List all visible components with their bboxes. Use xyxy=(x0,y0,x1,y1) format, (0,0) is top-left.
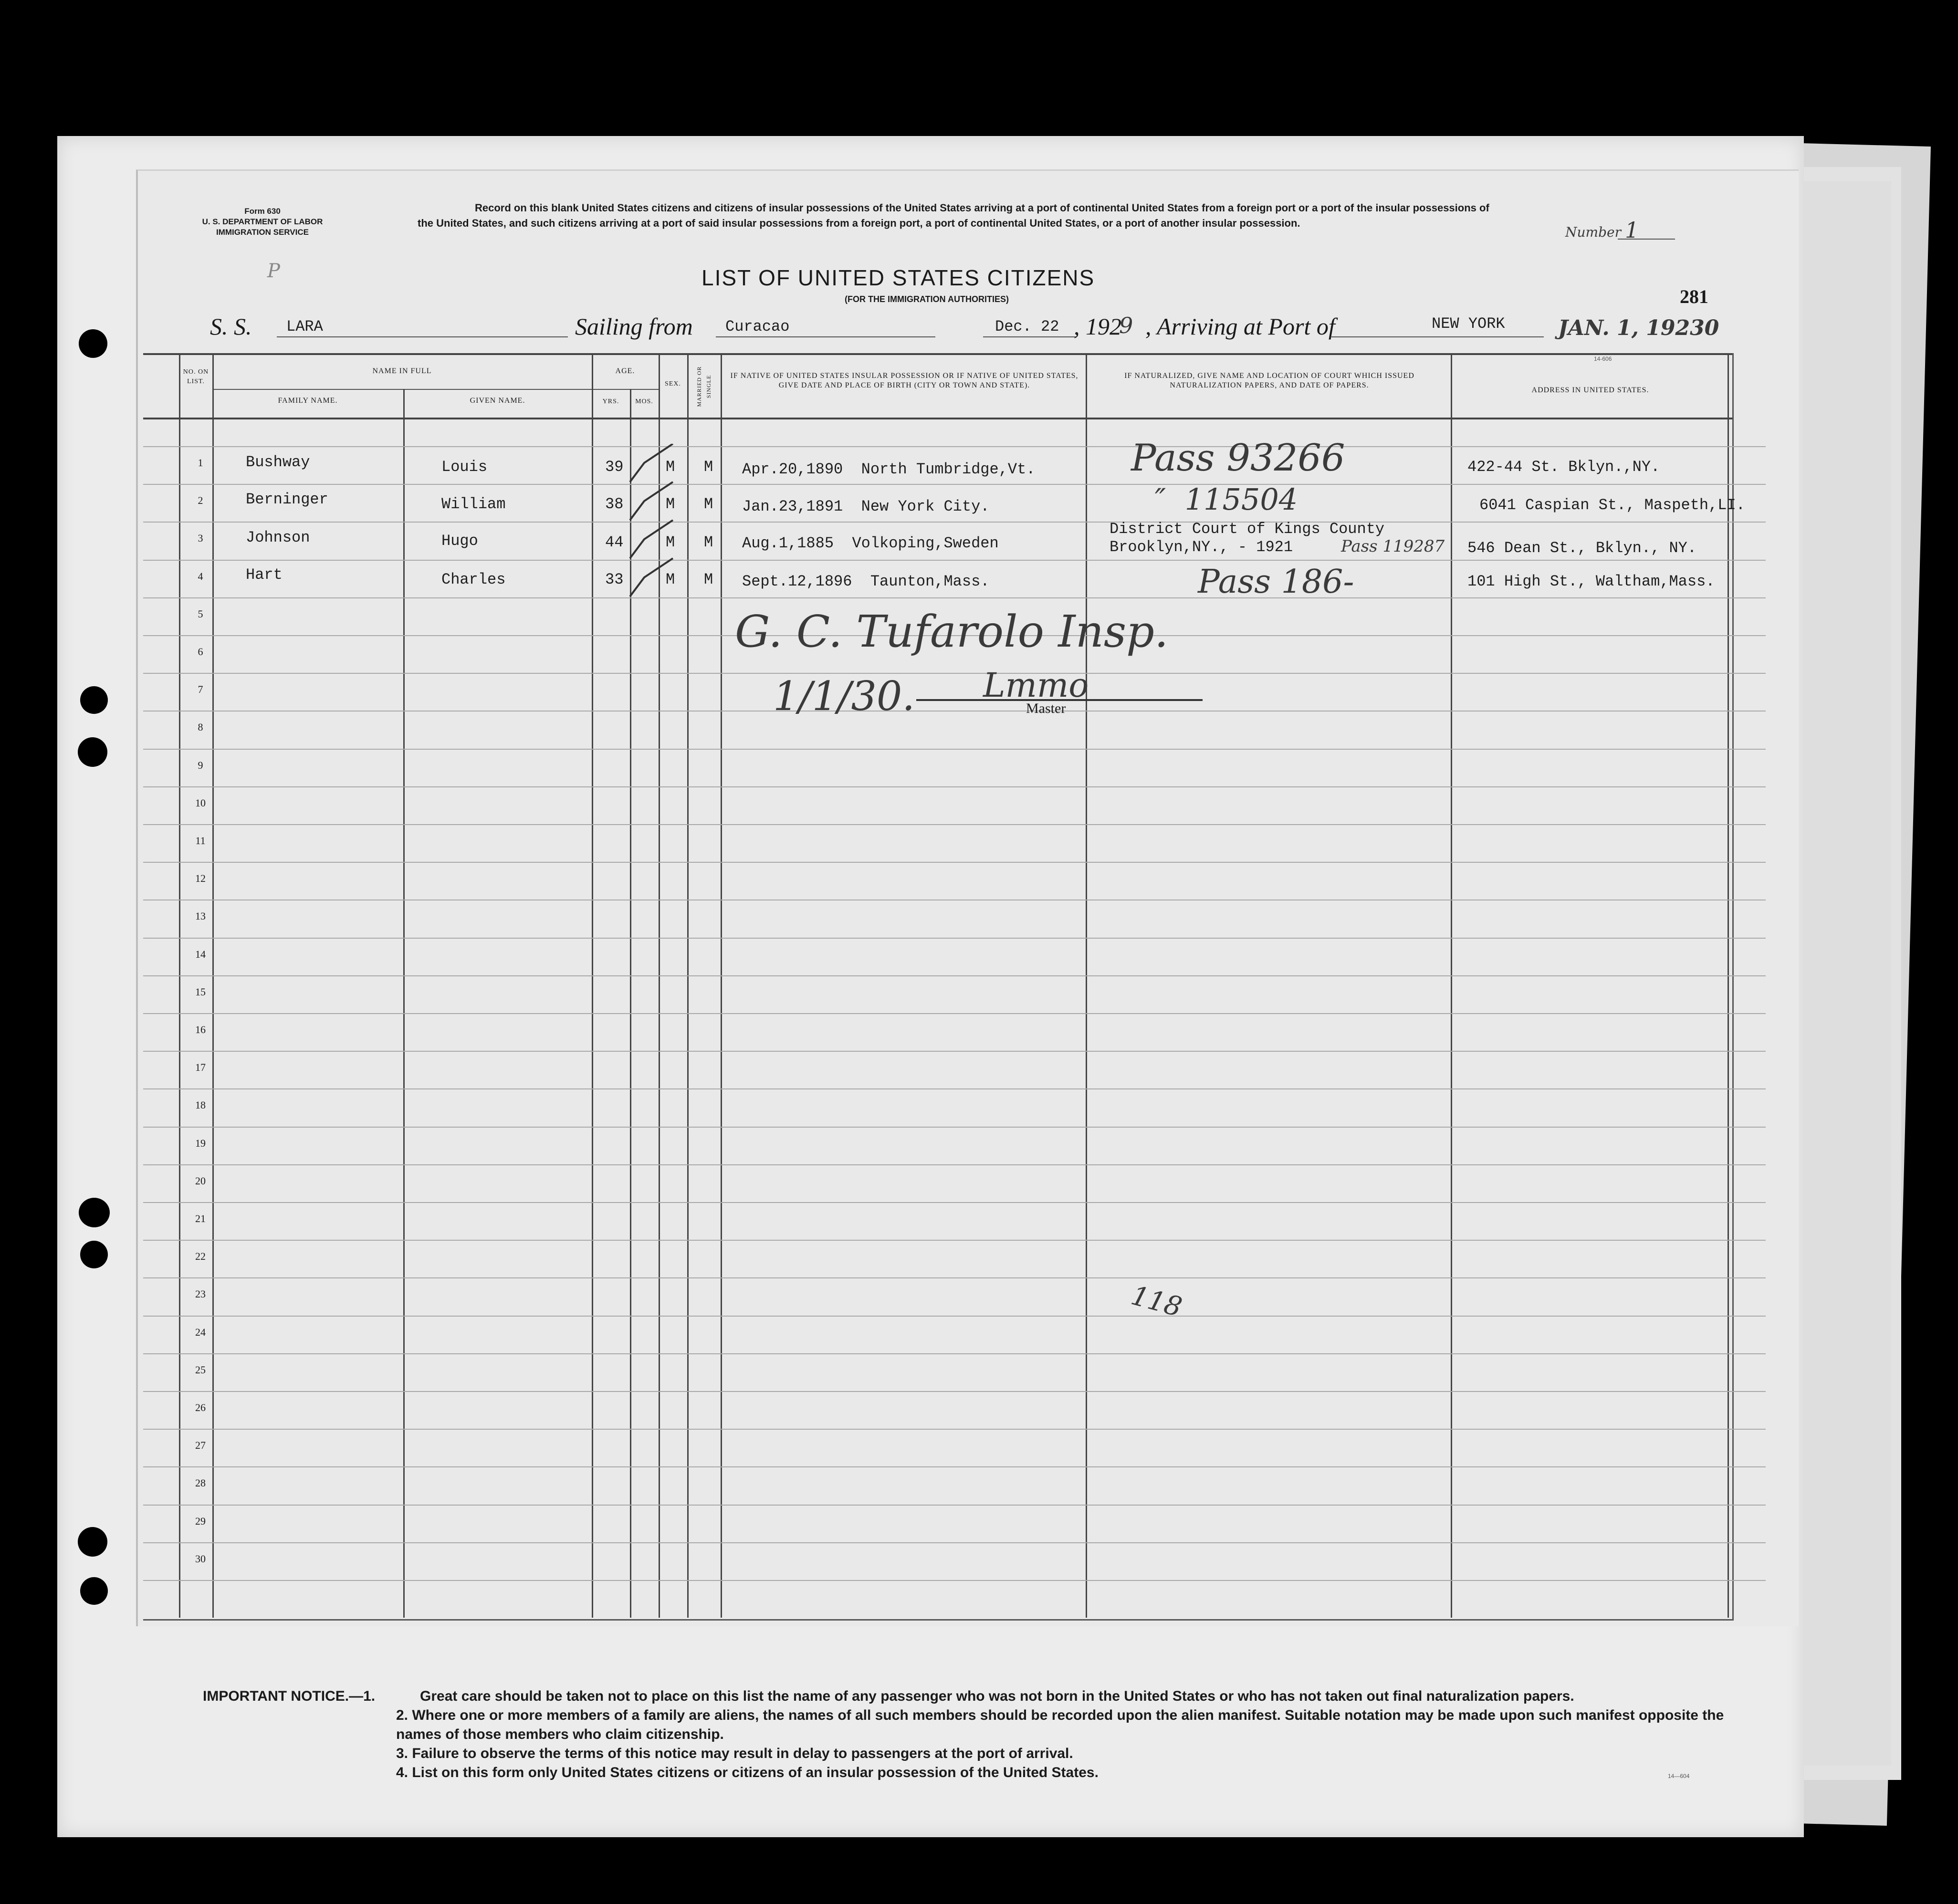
col-no: NO. ON LIST. xyxy=(183,368,209,385)
ruled-line xyxy=(143,1202,1766,1203)
birth-date-place: Apr.20,1890 North Tumbridge,Vt. xyxy=(742,460,1036,478)
row-number: 9 xyxy=(198,759,203,771)
row-number: 16 xyxy=(195,1024,206,1036)
col-divider xyxy=(687,353,689,1618)
notice-item-4: 4. List on this form only United States citizens or citizens of an insular possession of the United States. xyxy=(396,1765,1099,1780)
sex: M xyxy=(666,458,675,476)
print-code: 14—604 xyxy=(1668,1773,1690,1779)
ruled-line xyxy=(143,749,1766,750)
ship-underline xyxy=(277,336,568,337)
number-value: 1 xyxy=(1625,217,1639,243)
row-number: 8 xyxy=(198,721,203,733)
service: IMMIGRATION SERVICE xyxy=(216,228,309,237)
col-native: IF NATIVE OF UNITED STATES INSULAR POSSESSION OR IF NATIVE OF UNITED STATES, GIVE DATE AND PLACE OF BIRTH (CITY OR TOWN AND STATE). xyxy=(730,372,1078,389)
ruled-line xyxy=(143,975,1766,976)
col-divider xyxy=(1451,353,1452,1618)
punch-hole xyxy=(78,737,107,767)
given-name: Louis xyxy=(441,458,488,476)
punch-hole xyxy=(79,1198,110,1227)
handwritten-pass-3: Pass 119287 xyxy=(1341,537,1445,556)
punch-hole xyxy=(80,1577,108,1605)
master-label: Master xyxy=(1026,701,1066,716)
col-family-name: FAMILY NAME. xyxy=(278,397,338,405)
col-sex: SEX. xyxy=(665,380,681,387)
col-divider xyxy=(179,353,180,1618)
sailing-underline xyxy=(716,336,935,337)
signed-date: 1/1/30. xyxy=(773,673,915,720)
ship-name: LARA xyxy=(286,318,323,335)
ruled-line xyxy=(143,1051,1766,1052)
row-number: 3 xyxy=(198,532,203,544)
given-name: William xyxy=(441,495,506,513)
col-yrs: YRS. xyxy=(602,398,619,405)
ruled-line xyxy=(143,1316,1766,1317)
col-address: ADDRESS IN UNITED STATES. xyxy=(1531,386,1649,394)
naturalization-court: District Court of Kings County xyxy=(1110,520,1385,538)
ruled-line xyxy=(143,824,1766,825)
row-number: 4 xyxy=(198,570,203,582)
us-address: 546 Dean St., Bklyn., NY. xyxy=(1467,539,1697,557)
ruled-line xyxy=(143,786,1766,787)
notice-item-1: Great care should be taken not to place on this list the name of any passenger who was not born in the United States or who has not taken out final naturalization papers. xyxy=(420,1688,1574,1704)
age-subheader-rule xyxy=(592,389,659,390)
year-prefix: , 192 xyxy=(1074,313,1121,340)
marital-status: M xyxy=(704,534,713,551)
ruled-line xyxy=(143,1277,1766,1278)
arriving-port: NEW YORK xyxy=(1432,315,1505,333)
row-number: 12 xyxy=(195,872,206,885)
row-number: 15 xyxy=(195,985,206,998)
ruled-line xyxy=(143,446,1766,447)
row-number: 13 xyxy=(195,910,206,922)
row-number: 6 xyxy=(198,646,203,658)
row-number: 22 xyxy=(195,1250,206,1263)
stamp-code: 14-606 xyxy=(1594,356,1612,362)
sailing-from-value: Curacao xyxy=(725,318,790,335)
notice-heading: IMPORTANT NOTICE.—1. xyxy=(203,1688,376,1704)
col-divider xyxy=(403,389,405,1618)
punch-hole xyxy=(80,1241,108,1268)
us-address: 422-44 St. Bklyn.,NY. xyxy=(1467,458,1660,476)
ruled-line xyxy=(143,673,1766,674)
row-number: 25 xyxy=(195,1363,206,1376)
row-number: 20 xyxy=(195,1174,206,1187)
number-label: Number xyxy=(1565,224,1621,240)
ruled-line xyxy=(143,938,1766,939)
ruled-line xyxy=(143,522,1766,523)
department: U. S. DEPARTMENT OF LABOR xyxy=(202,217,323,226)
ruled-line xyxy=(143,560,1766,561)
family-name: Johnson xyxy=(246,529,310,546)
handwritten-pass-2: ″ 115504 xyxy=(1155,482,1298,517)
given-name: Charles xyxy=(441,571,506,588)
row-number: 26 xyxy=(195,1402,206,1413)
col-divider xyxy=(1728,353,1729,1618)
ruled-line xyxy=(143,1429,1766,1430)
ruled-line xyxy=(143,597,1766,598)
col-divider xyxy=(592,353,593,1618)
row-number: 1 xyxy=(198,457,203,469)
age-years: 33 xyxy=(605,571,624,588)
marital-status: M xyxy=(704,495,713,513)
sex: M xyxy=(666,534,675,551)
row-number: 2 xyxy=(198,494,203,507)
sail-date: Dec. 22 xyxy=(995,318,1059,335)
port-underline xyxy=(1331,336,1544,337)
ruled-line xyxy=(143,1240,1766,1241)
age-years: 38 xyxy=(605,495,624,513)
handwritten-pass-1: Pass 93266 xyxy=(1131,437,1345,480)
ruled-line xyxy=(143,1353,1766,1354)
row-number: 29 xyxy=(195,1515,206,1527)
col-name-in-full: NAME IN FULL xyxy=(372,367,432,375)
family-name: Hart xyxy=(246,566,283,584)
header-bottom-rule xyxy=(143,418,1732,419)
ruled-line xyxy=(143,484,1766,485)
birth-date-place: Jan.23,1891 New York City. xyxy=(742,498,990,515)
form-intro-text: Record on this blank United States citizens and citizens of insular possessions of the United States arriving at a port of continental United States from a foreign port or a port of the insular possessions of the United States, and such citizens arriving at a port of said insular possessions from a foreign port, a port of continental United States, or a port of another insular possession. xyxy=(418,202,1489,229)
row-number: 7 xyxy=(198,683,203,696)
ruled-line xyxy=(143,1127,1766,1128)
ruled-line xyxy=(143,1164,1766,1165)
ruled-line xyxy=(143,1013,1766,1014)
year-suffix: 9 xyxy=(1119,313,1133,338)
ruled-line xyxy=(143,1505,1766,1506)
ruled-line xyxy=(143,1391,1766,1392)
col-married: MARRIED OR SINGLE xyxy=(696,366,712,407)
ruled-line xyxy=(143,862,1766,863)
master-signature: Lmmo xyxy=(983,666,1089,705)
col-given-name: GIVEN NAME. xyxy=(470,397,525,405)
birth-date-place: Aug.1,1885 Volkoping,Sweden xyxy=(742,534,999,552)
form-agency-block xyxy=(181,206,344,238)
age-years: 39 xyxy=(605,458,624,476)
family-name: Berninger xyxy=(246,491,328,508)
arrival-date: JAN. 1, 19230 xyxy=(1558,316,1719,340)
naturalization-date: Brooklyn,NY., - 1921 xyxy=(1110,538,1293,556)
ss-label: S. S. xyxy=(210,313,252,340)
us-address: 101 High St., Waltham,Mass. xyxy=(1467,573,1715,590)
sailing-from-label: Sailing from xyxy=(575,313,693,340)
row-number: 17 xyxy=(195,1061,206,1074)
punch-hole xyxy=(78,1527,107,1557)
row-number: 10 xyxy=(195,796,206,809)
col-divider xyxy=(1086,353,1087,1618)
notice-item-2: 2. Where one or more members of a family are aliens, the names of all such members should be recorded upon the alien manifest. Suitable notation may be made upon such manifest opposite the names of those members who claim citizenship. xyxy=(396,1707,1724,1742)
col-naturalized: IF NATURALIZED, GIVE NAME AND LOCATION OF COURT WHICH ISSUED NATURALIZATION PAPERS, AND DATE OF PAPERS. xyxy=(1124,372,1414,389)
notice-item-3: 3. Failure to observe the terms of this notice may result in delay to passengers at the port of arrival. xyxy=(396,1746,1073,1761)
sex: M xyxy=(666,571,675,588)
col-mos: MOS. xyxy=(635,398,653,405)
ruled-line xyxy=(143,1542,1766,1543)
number-underline xyxy=(1618,239,1675,240)
page-number: 281 xyxy=(1680,286,1708,307)
family-name: Bushway xyxy=(246,453,310,471)
arriving-label: , Arriving at Port of xyxy=(1145,313,1335,340)
ruled-line xyxy=(143,1580,1766,1581)
ruled-line xyxy=(143,1466,1766,1467)
row-number: 21 xyxy=(195,1213,206,1224)
birth-date-place: Sept.12,1896 Taunton,Mass. xyxy=(742,573,990,590)
row-number: 18 xyxy=(195,1099,206,1111)
col-divider xyxy=(721,353,722,1618)
given-name: Hugo xyxy=(441,532,478,550)
handwritten-pass-4: Pass 186- xyxy=(1198,563,1354,601)
us-address: 6041 Caspian St., Maspeth,LI. xyxy=(1479,496,1745,514)
punch-hole xyxy=(80,686,108,714)
marital-status: M xyxy=(704,571,713,588)
corner-mark: P xyxy=(267,260,280,282)
page-subtitle: (FOR THE IMMIGRATION AUTHORITIES) xyxy=(845,294,1009,304)
sex: M xyxy=(666,495,675,513)
punch-hole xyxy=(79,329,107,358)
row-number: 5 xyxy=(198,607,203,620)
marital-status: M xyxy=(704,458,713,476)
table-top-rule xyxy=(143,353,1732,355)
col-age: AGE. xyxy=(615,367,635,375)
row-number: 28 xyxy=(195,1477,206,1489)
margin-number: 118 xyxy=(1128,1280,1185,1323)
age-years: 44 xyxy=(605,534,624,551)
check-marks xyxy=(620,444,678,596)
row-number: 24 xyxy=(195,1326,206,1338)
row-number: 14 xyxy=(195,948,206,960)
date-underline xyxy=(983,336,1076,337)
row-number: 30 xyxy=(195,1552,206,1565)
row-number: 23 xyxy=(195,1288,206,1300)
col-divider xyxy=(212,353,214,1618)
page-title: LIST OF UNITED STATES CITIZENS xyxy=(702,265,1095,290)
inspector-signature: G. C. Tufarolo Insp. xyxy=(735,606,1169,657)
row-number: 19 xyxy=(195,1137,206,1149)
form-number: Form 630 xyxy=(244,207,281,216)
row-number: 11 xyxy=(195,835,206,847)
row-number: 27 xyxy=(195,1439,206,1452)
ruled-line xyxy=(143,1088,1766,1089)
